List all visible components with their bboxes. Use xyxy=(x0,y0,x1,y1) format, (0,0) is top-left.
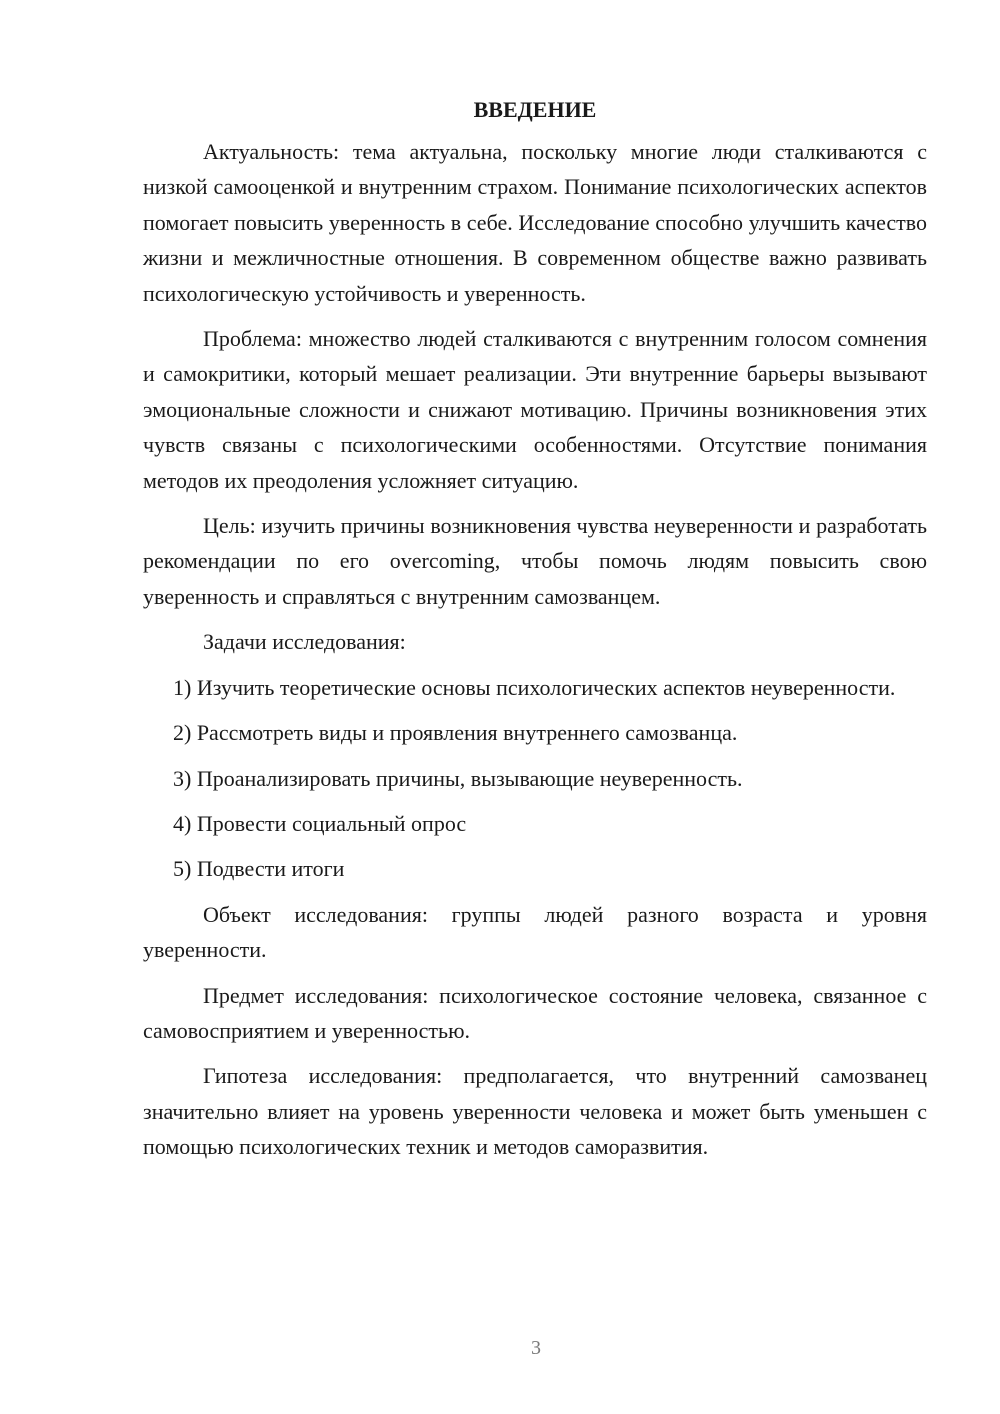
list-item: 1) Изучить теоретические основы психологических аспектов неуверенности. xyxy=(173,674,896,700)
paragraph-relevance: Актуальность: тема актуальна, поскольку многие люди сталкиваются с низкой самооценкой и внутренним страхом. Понимание психологических аспектов помогает повысить уверенность в себе. Исследование способно улучшить качество жизни и межличностные отношения. В современном обществе важно развивать психологическую устойчивость и уверенность. xyxy=(143,139,927,306)
list-item: 3) Проанализировать причины, вызывающие неуверенность. xyxy=(173,765,743,791)
list-item: 2) Рассмотреть виды и проявления внутреннего самозванца. xyxy=(173,720,738,746)
page-number: 3 xyxy=(531,1337,541,1359)
paragraph-object: Объект исследования: группы людей разного возраста и уровня уверенности. xyxy=(143,901,927,963)
section-heading: ВВЕДЕНИЕ xyxy=(473,97,597,122)
paragraph-problem: Проблема: множество людей сталкиваются с внутренним голосом сомнения и самокритики, который мешает реализации. Эти внутренние барьеры вызывают эмоциональные сложности и снижают мотивацию. Причины возникновения этих чувств связаны с психологическими особенностями. Отсутствие понимания методов их преодоления усложняет ситуацию. xyxy=(143,326,927,493)
paragraph-hypothesis: Гипотеза исследования: предполагается, что внутренний самозванец значительно влияет на уровень уверенности человека и может быть уменьшен с помощью психологических техник и методов саморазвития. xyxy=(143,1063,927,1160)
paragraph-goal: Цель: изучить причины возникновения чувства неуверенности и разработать рекомендации по его overcoming, чтобы помочь людям повысить свою уверенность и справляться с внутренним самозванцем. xyxy=(143,513,927,609)
page-content xyxy=(143,92,927,1175)
tasks-list xyxy=(143,670,927,887)
list-item: 5) Подвести итоги xyxy=(173,856,345,882)
tasks-label: Задачи исследования: xyxy=(203,629,406,655)
paragraph-subject: Предмет исследования: психологическое состояние человека, связанное с самовосприятием и уверенностью. xyxy=(143,982,927,1043)
list-item: 4) Провести социальный опрос xyxy=(173,810,467,836)
